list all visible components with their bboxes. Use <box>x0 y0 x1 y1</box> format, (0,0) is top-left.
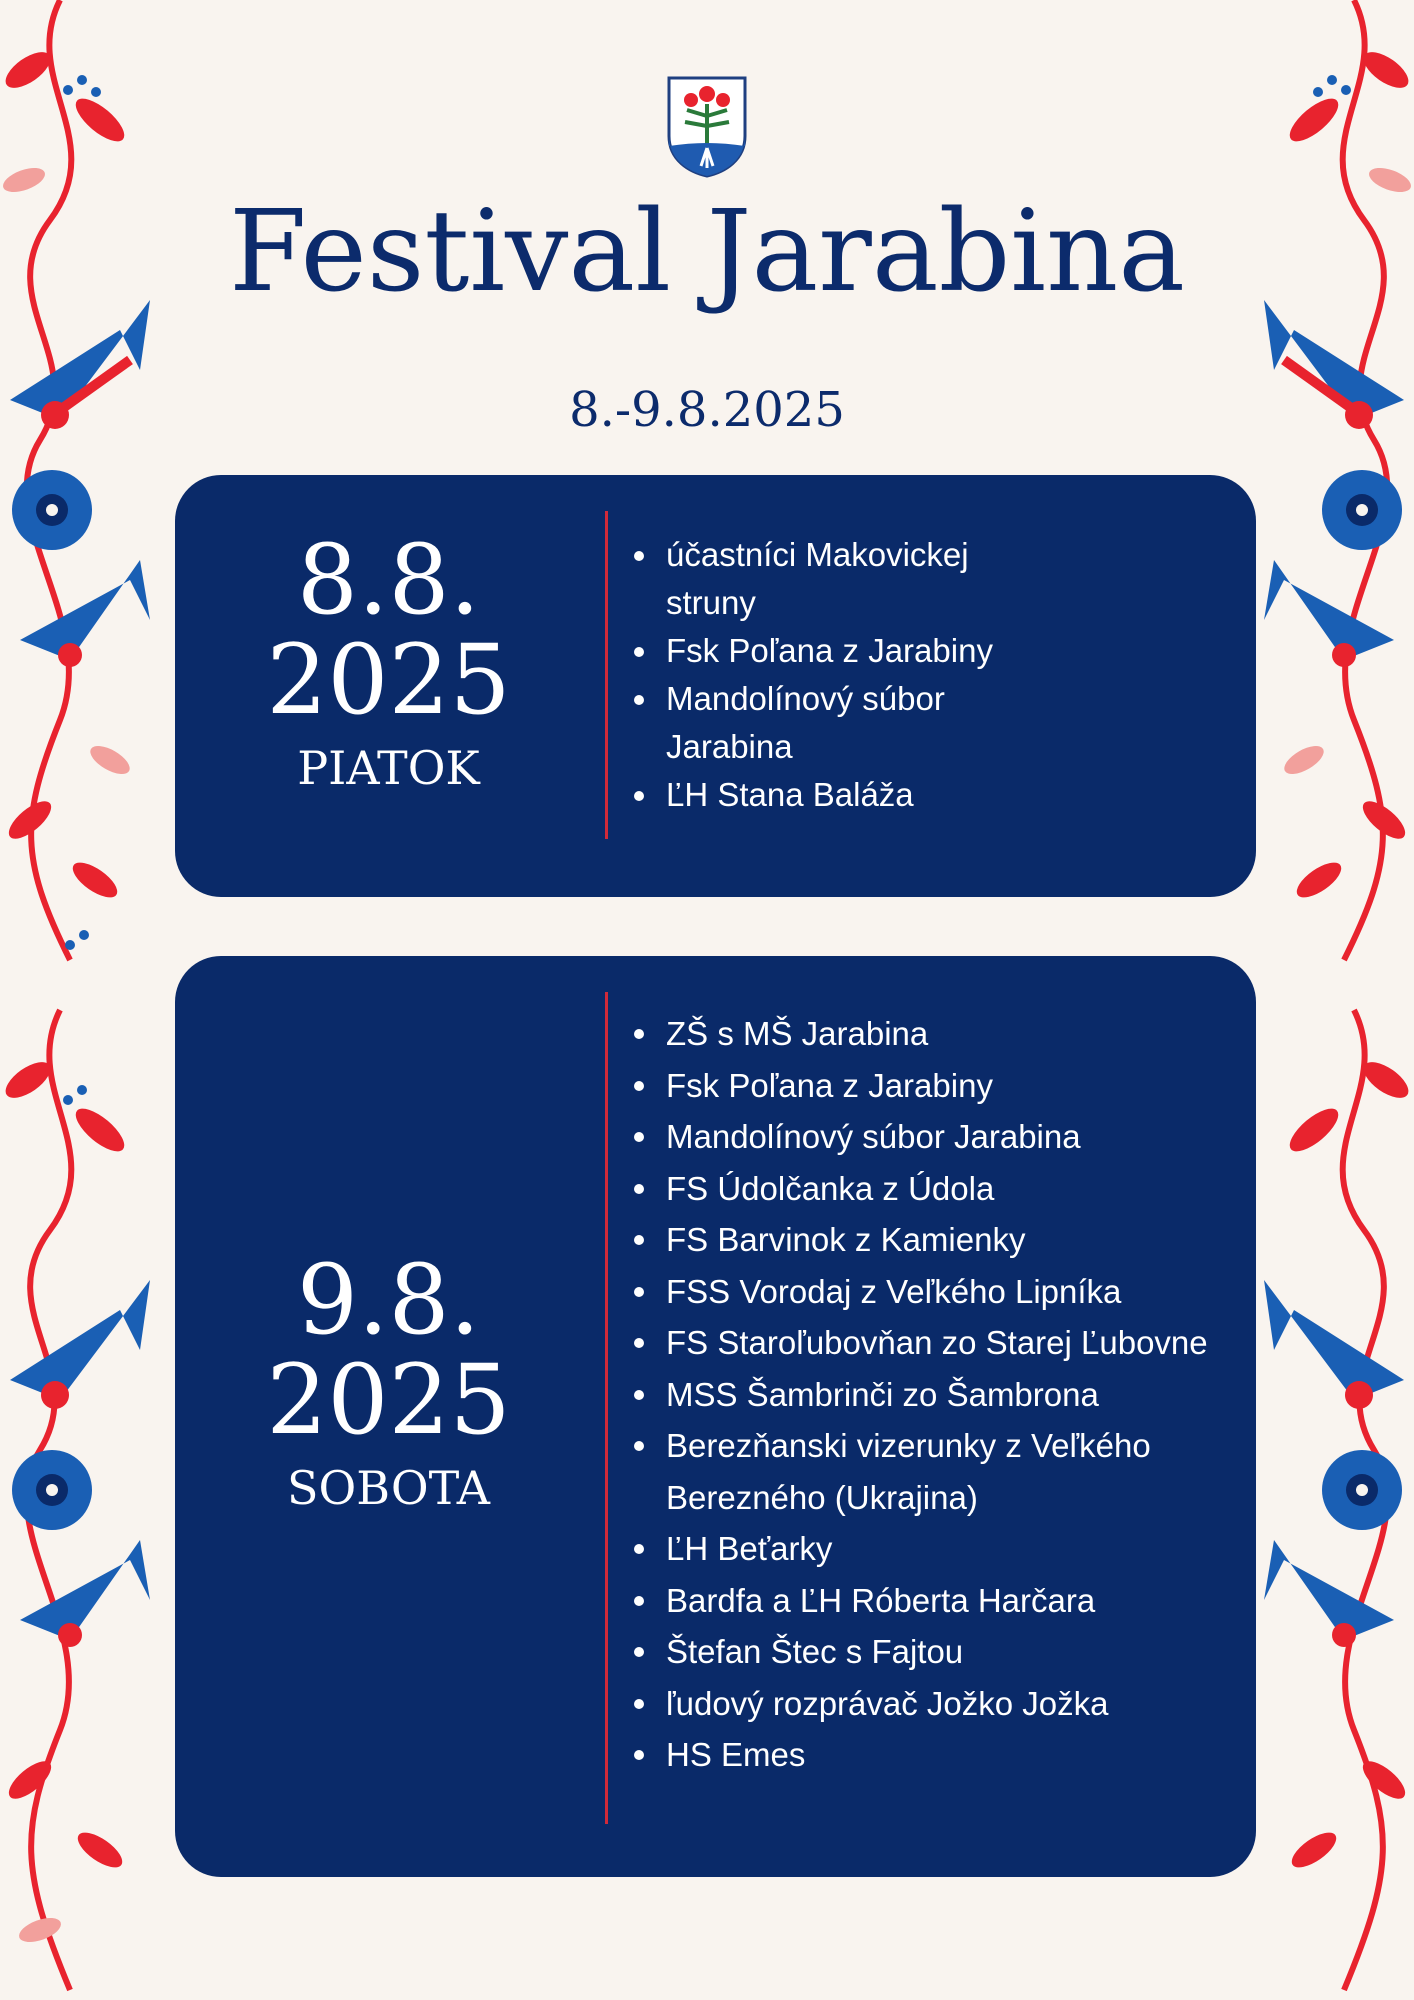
day-weekday: SOBOTA <box>287 1460 490 1515</box>
floral-motif-top <box>0 0 150 960</box>
performer-list <box>630 531 1050 819</box>
performer-item: ĽH Stana Baláža <box>630 771 1050 819</box>
festival-title: Festival Jarabina <box>228 187 1186 317</box>
performer-item: ľudový rozprávač Jožko Jožka <box>630 1678 1230 1730</box>
performer-item: FS Údolčanka z Údola <box>630 1163 1230 1215</box>
performer-item: Berezňanski vizerunky z Veľkého Berezného (Ukrajina) <box>630 1420 1230 1523</box>
panel-divider <box>605 511 608 839</box>
performer-item: Bardfa a ĽH Róberta Harčara <box>630 1575 1230 1627</box>
performer-item: FSS Vorodaj z Veľkého Lipníka <box>630 1266 1230 1318</box>
performer-item: FS Staroľubovňan zo Starej Ľubovne <box>630 1317 1230 1369</box>
panel-divider <box>605 992 608 1824</box>
performer-item: HS Emes <box>630 1729 1230 1781</box>
day-date: 9.8. <box>296 1244 481 1356</box>
floral-motif-bottom <box>0 1010 150 1990</box>
day-year: 2025 <box>266 623 511 736</box>
performer-item: Mandolínový súbor Jarabina <box>630 1111 1230 1163</box>
day-year: 2025 <box>266 1343 511 1456</box>
performer-item: ĽH Beťarky <box>630 1523 1230 1575</box>
coat-of-arms-icon <box>665 74 749 178</box>
performer-item: Štefan Štec s Fajtou <box>630 1626 1230 1678</box>
day-date: 8.8. <box>296 524 481 636</box>
performer-item: ZŠ s MŠ Jarabina <box>630 1008 1230 1060</box>
day-heading <box>175 524 602 795</box>
day-panel-friday <box>175 475 1256 897</box>
performer-list <box>630 1008 1230 1781</box>
floral-motif-bottom <box>1264 1010 1414 1990</box>
performer-item: MSS Šambrinči zo Šambrona <box>630 1369 1230 1421</box>
performer-item: Mandolínový súbor Jarabina <box>630 675 1050 771</box>
performer-item: FS Barvinok z Kamienky <box>630 1214 1230 1266</box>
floral-motif-top <box>1264 0 1414 960</box>
performer-item: účastníci Makovickej struny <box>630 531 1050 627</box>
day-heading <box>175 1244 602 1515</box>
performer-item: Fsk Poľana z Jarabiny <box>630 627 1050 675</box>
performer-item: Fsk Poľana z Jarabiny <box>630 1060 1230 1112</box>
day-panel-saturday <box>175 956 1256 1877</box>
day-weekday: PIATOK <box>297 740 480 795</box>
festival-dates: 8.-9.8.2025 <box>569 382 845 438</box>
